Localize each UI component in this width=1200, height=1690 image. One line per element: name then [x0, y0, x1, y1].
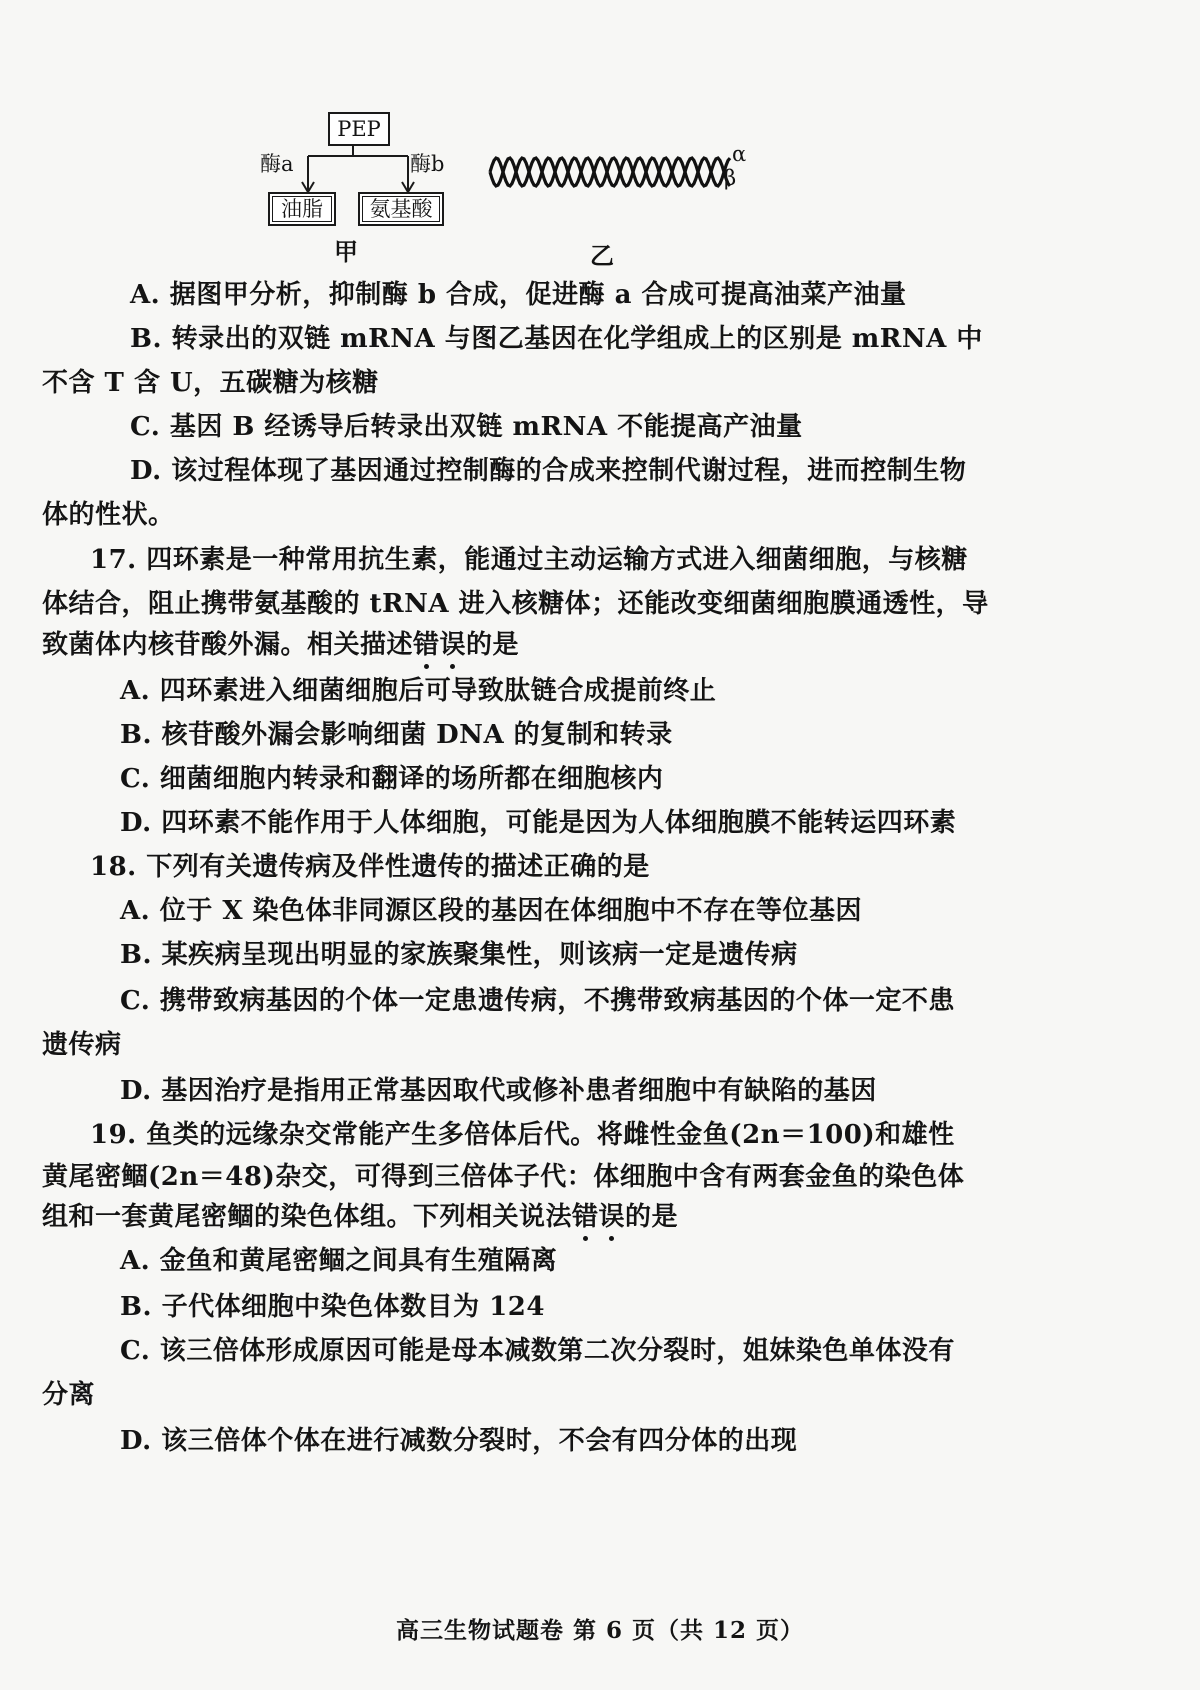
q17-option-b: B. 核苷酸外漏会影响细菌 DNA 的复制和转录 [120, 720, 673, 750]
q16-option-d-line2: 体的性状。 [42, 500, 175, 530]
q17-stem-line1: 17. 四环素是一种常用抗生素，能通过主动运输方式进入细菌细胞，与核糖 [90, 545, 968, 575]
q19-stem-line3 [42, 1200, 678, 1234]
figure-yi-caption: 乙 [590, 241, 614, 270]
q17-option-a: A. 四环素进入细菌细胞后可导致肽链合成提前终止 [120, 676, 717, 706]
alpha-strand-label: α [732, 142, 747, 166]
enzyme-b-label: 酶b [410, 152, 445, 176]
enzyme-a-label: 酶a [260, 152, 294, 176]
figure-jia-caption: 甲 [334, 237, 358, 266]
q16-option-b-line1: B. 转录出的双链 mRNA 与图乙基因在化学组成上的区别是 mRNA 中 [130, 324, 983, 354]
q19-option-c-line1: C. 该三倍体形成原因可能是母本减数第二次分裂时，姐妹染色单体没有 [120, 1336, 955, 1366]
amino-acid-box: 氨基酸 [358, 192, 444, 226]
q16-option-d-line1: D. 该过程体现了基因通过控制酶的合成来控制代谢过程，进而控制生物 [130, 456, 967, 486]
emphasis-char: 误 [439, 630, 467, 660]
q19-stem-text: 组和一套黄尾密鲴的染色体组。下列相关说法 [42, 1202, 573, 1232]
q17-stem-tail: 的是 [466, 630, 520, 660]
q19-stem-line1: 19. 鱼类的远缘杂交常能产生多倍体后代。将雌性金鱼(2n＝100)和雄性 [90, 1120, 955, 1150]
q17-stem-line2: 体结合，阻止携带氨基酸的 tRNA 进入核糖体；还能改变细菌细胞膜通透性，导 [42, 589, 989, 619]
pep-box: PEP [328, 112, 390, 146]
q18-stem: 18. 下列有关遗传病及伴性遗传的描述正确的是 [90, 852, 650, 882]
q19-option-a: A. 金鱼和黄尾密鲴之间具有生殖隔离 [120, 1246, 558, 1276]
q19-option-b: B. 子代体细胞中染色体数目为 124 [120, 1292, 545, 1322]
q18-option-c-line1: C. 携带致病基因的个体一定患遗传病，不携带致病基因的个体一定不患 [120, 986, 955, 1016]
q19-stem-line2: 黄尾密鲴(2n＝48)杂交，可得到三倍体子代：体细胞中含有两套金鱼的染色体 [42, 1162, 965, 1192]
q18-option-d: D. 基因治疗是指用正常基因取代或修补患者细胞中有缺陷的基因 [120, 1076, 877, 1106]
q16-option-c: C. 基因 B 经诱导后转录出双链 mRNA 不能提高产油量 [130, 412, 803, 442]
q17-stem-text: 致菌体内核苷酸外漏。相关描述 [42, 630, 414, 660]
q19-option-d: D. 该三倍体个体在进行减数分裂时，不会有四分体的出现 [120, 1426, 798, 1456]
q16-option-a: A. 据图甲分析，抑制酶 b 合成，促进酶 a 合成可提高油菜产油量 [130, 280, 907, 310]
q19-stem-tail: 的是 [625, 1202, 679, 1232]
beta-strand-label: β [724, 166, 737, 190]
q17-stem-line3 [42, 628, 519, 662]
page-footer: 高三生物试题卷 第 6 页（共 12 页） [395, 1617, 805, 1644]
emphasis-char: 误 [598, 1202, 626, 1232]
q18-option-c-line2: 遗传病 [42, 1030, 122, 1060]
q17-option-c: C. 细菌细胞内转录和翻译的场所都在细胞核内 [120, 764, 664, 794]
emphasis-char: 错 [572, 1202, 599, 1232]
q17-option-d: D. 四环素不能作用于人体细胞，可能是因为人体细胞膜不能转运四环素 [120, 808, 957, 838]
double-helix [486, 142, 736, 202]
emphasis-char: 错 [413, 630, 440, 660]
q18-option-a: A. 位于 X 染色体非同源区段的基因在体细胞中不存在等位基因 [120, 896, 863, 926]
oil-box: 油脂 [268, 192, 336, 226]
figure-area [260, 112, 828, 272]
q18-option-b: B. 某疾病呈现出明显的家族聚集性，则该病一定是遗传病 [120, 940, 798, 970]
q19-option-c-line2: 分离 [42, 1380, 96, 1410]
q16-option-b-line2: 不含 T 含 U，五碳糖为核糖 [42, 368, 379, 398]
